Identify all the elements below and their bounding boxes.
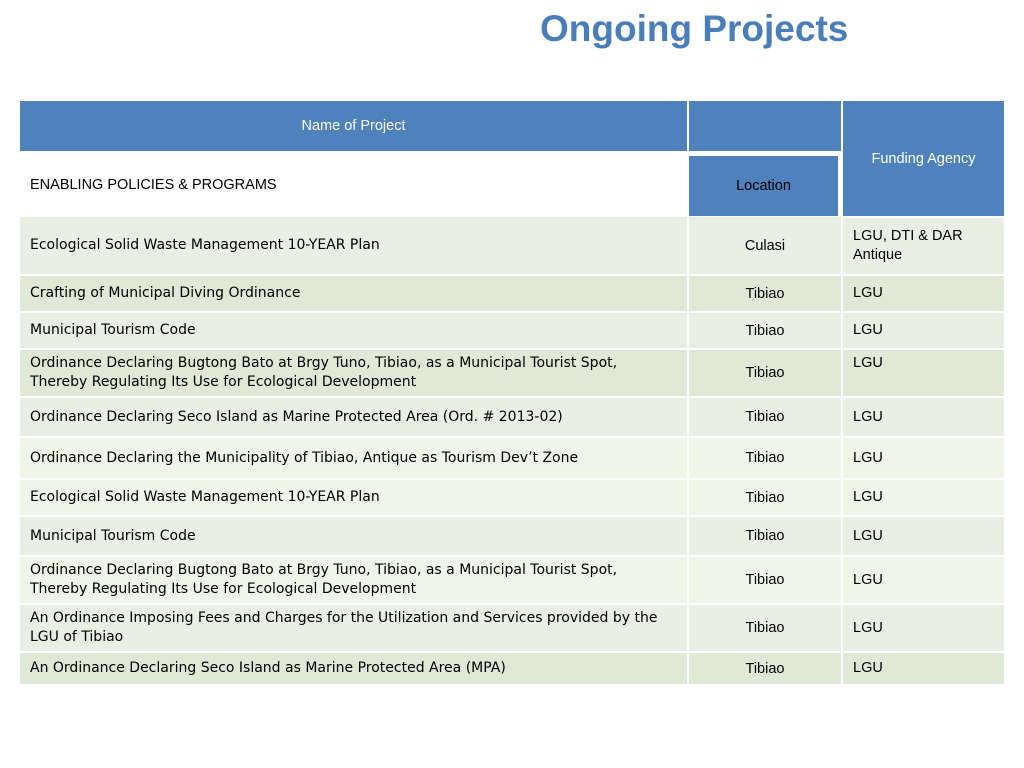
project-location: Tibiao bbox=[688, 275, 842, 312]
project-name: Crafting of Municipal Diving Ordinance bbox=[20, 275, 688, 312]
project-funding: LGU bbox=[842, 556, 1004, 604]
table-row bbox=[20, 397, 1004, 437]
page-title: Ongoing Projects bbox=[540, 8, 849, 49]
project-name: Ordinance Declaring Bugtong Bato at Brgy Tuno, Tibiao, as a Municipal Tourist Spot, Thereby Regulating Its Use for Ecological Development bbox=[20, 556, 688, 604]
header-location: Location bbox=[689, 156, 838, 216]
project-location: Tibiao bbox=[688, 516, 842, 556]
table-row bbox=[20, 437, 1004, 479]
project-funding: LGU bbox=[842, 479, 1004, 516]
project-location: Tibiao bbox=[688, 437, 842, 479]
table-row bbox=[20, 652, 1004, 685]
project-name: An Ordinance Declaring Seco Island as Marine Protected Area (MPA) bbox=[20, 652, 688, 685]
project-location: Tibiao bbox=[688, 349, 842, 397]
project-location: Tibiao bbox=[688, 604, 842, 652]
section-heading: ENABLING POLICIES & PROGRAMS bbox=[20, 152, 688, 217]
table-row bbox=[20, 516, 1004, 556]
project-funding: LGU bbox=[842, 312, 1004, 349]
project-location: Tibiao bbox=[688, 556, 842, 604]
project-name: Ecological Solid Waste Management 10-YEAR Plan bbox=[20, 479, 688, 516]
header-name-of-project: Name of Project bbox=[20, 101, 688, 152]
table-header-row bbox=[20, 101, 1004, 152]
project-funding: LGU bbox=[842, 437, 1004, 479]
project-location: Tibiao bbox=[688, 312, 842, 349]
project-location: Tibiao bbox=[688, 652, 842, 685]
header-funding-agency: Funding Agency bbox=[842, 101, 1004, 217]
project-funding: LGU bbox=[842, 652, 1004, 685]
table-row bbox=[20, 275, 1004, 312]
table-row bbox=[20, 217, 1004, 275]
table-row bbox=[20, 604, 1004, 652]
project-location: Tibiao bbox=[688, 397, 842, 437]
table-row bbox=[20, 312, 1004, 349]
project-funding: LGU bbox=[842, 604, 1004, 652]
project-funding: LGU bbox=[842, 516, 1004, 556]
table-row bbox=[20, 479, 1004, 516]
header-location-cell bbox=[688, 152, 842, 217]
table-row bbox=[20, 556, 1004, 604]
project-name: Ordinance Declaring Seco Island as Marine Protected Area (Ord. # 2013-02) bbox=[20, 397, 688, 437]
header-blank-cell bbox=[688, 101, 842, 152]
project-name: An Ordinance Imposing Fees and Charges for the Utilization and Services provided by the LGU of Tibiao bbox=[20, 604, 688, 652]
project-name: Ordinance Declaring Bugtong Bato at Brgy Tuno, Tibiao, as a Municipal Tourist Spot, Thereby Regulating Its Use for Ecological Development bbox=[20, 349, 688, 397]
project-funding: LGU bbox=[842, 275, 1004, 312]
project-funding: LGU, DTI & DAR Antique bbox=[842, 217, 1004, 275]
project-name: Ecological Solid Waste Management 10-YEAR Plan bbox=[20, 217, 688, 275]
projects-table bbox=[20, 101, 1004, 686]
project-name: Ordinance Declaring the Municipality of Tibiao, Antique as Tourism Dev’t Zone bbox=[20, 437, 688, 479]
table-row bbox=[20, 349, 1004, 397]
project-location: Tibiao bbox=[688, 479, 842, 516]
project-name: Municipal Tourism Code bbox=[20, 312, 688, 349]
project-name: Municipal Tourism Code bbox=[20, 516, 688, 556]
project-funding: LGU bbox=[842, 397, 1004, 437]
project-funding: LGU bbox=[842, 349, 1004, 397]
project-location: Culasi bbox=[688, 217, 842, 275]
